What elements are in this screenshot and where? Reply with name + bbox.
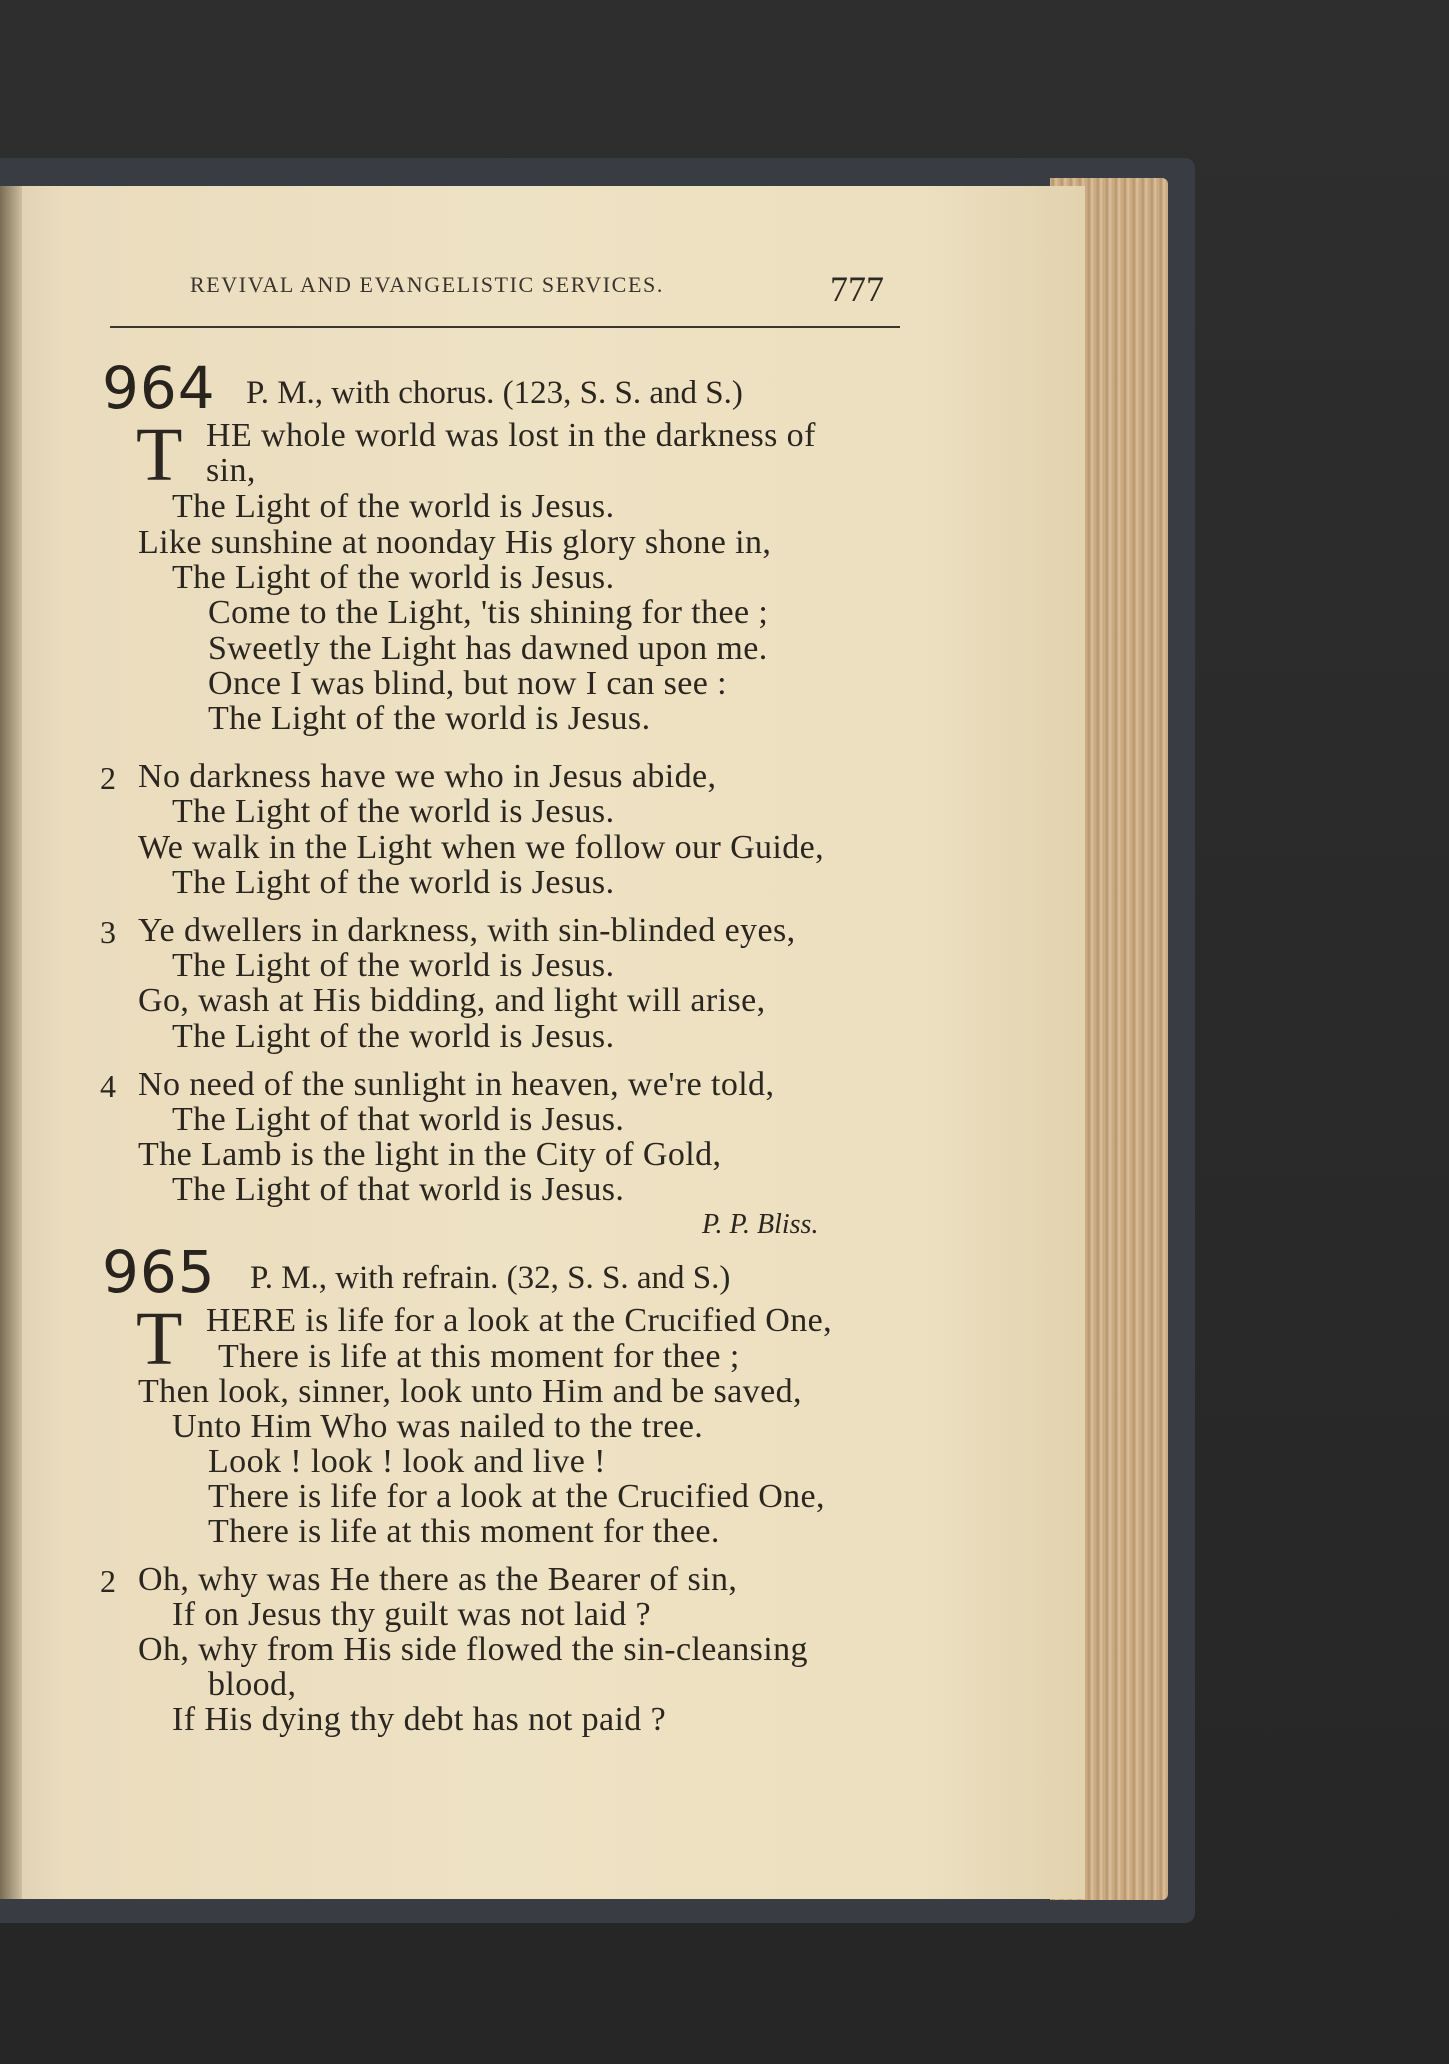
verse-line: blood, [208, 1666, 297, 1703]
refrain-line: There is life for a look at the Crucified One, [208, 1478, 825, 1515]
verse-line: The Light of the world is Jesus. [172, 864, 615, 901]
verse-line: The Light of the world is Jesus. [172, 793, 615, 830]
verse-line: Ye dwellers in darkness, with sin-blinded eyes, [138, 912, 796, 949]
verse-number: 4 [100, 1068, 116, 1104]
header-rule [110, 326, 900, 328]
verse-line: HERE is life for a look at the Crucified One, [206, 1302, 833, 1339]
verse-line: Then look, sinner, look unto Him and be saved, [138, 1373, 802, 1410]
refrain-line: Look ! look ! look and live ! [208, 1443, 606, 1480]
verse-line: No need of the sunlight in heaven, we're told, [138, 1066, 775, 1103]
chorus-line: The Light of the world is Jesus. [208, 700, 651, 737]
hymn-meter: P. M., with refrain. (32, S. S. and S.) [250, 1260, 731, 1296]
running-head: REVIVAL AND EVANGELISTIC SERVICES. [190, 272, 664, 297]
verse-line: No darkness have we who in Jesus abide, [138, 758, 717, 795]
drop-cap: T [136, 1297, 183, 1381]
verse-line: We walk in the Light when we follow our Guide, [138, 829, 825, 866]
hymn-meter: P. M., with chorus. (123, S. S. and S.) [246, 375, 743, 411]
verse-line: Oh, why was He there as the Bearer of sin, [138, 1561, 738, 1598]
verse-line: There is life at this moment for thee ; [218, 1338, 740, 1375]
verse-line: If on Jesus thy guilt was not laid ? [172, 1596, 652, 1633]
hymn-number: 964 [102, 354, 216, 422]
chorus-line: Sweetly the Light has dawned upon me. [208, 630, 768, 667]
verse-number: 2 [100, 760, 116, 796]
verse-line: The Light of that world is Jesus. [172, 1171, 625, 1208]
chorus-line: Come to the Light, 'tis shining for thee ; [208, 594, 769, 631]
verse-line: If His dying thy debt has not paid ? [172, 1701, 667, 1738]
hymn-author: P. P. Bliss. [702, 1209, 819, 1240]
verse-number: 3 [100, 914, 116, 950]
verse-line: The Light of that world is Jesus. [172, 1101, 625, 1138]
hymn-number: 965 [102, 1238, 216, 1306]
verse-line: The Light of the world is Jesus. [172, 488, 615, 525]
verse-line: The Light of the world is Jesus. [172, 947, 615, 984]
verse-line: Unto Him Who was nailed to the tree. [172, 1408, 704, 1445]
drop-cap: T [136, 413, 183, 497]
verse-line: Oh, why from His side flowed the sin-cleansing [138, 1631, 808, 1668]
verse-line: Like sunshine at noonday His glory shone in, [138, 524, 772, 561]
verse-line: The Light of the world is Jesus. [172, 1018, 615, 1055]
verse-line: The Light of the world is Jesus. [172, 559, 615, 596]
page-gutter-shadow [0, 186, 22, 1899]
chorus-line: Once I was blind, but now I can see : [208, 665, 727, 702]
refrain-line: There is life at this moment for thee. [208, 1513, 720, 1550]
verse-number: 2 [100, 1563, 116, 1599]
verse-line: HE whole world was lost in the darkness of [206, 417, 816, 454]
page-number: 777 [830, 269, 884, 309]
verse-line: sin, [206, 452, 256, 489]
verse-line: Go, wash at His bidding, and light will arise, [138, 982, 766, 1019]
verse-line: The Lamb is the light in the City of Gold, [138, 1136, 722, 1173]
